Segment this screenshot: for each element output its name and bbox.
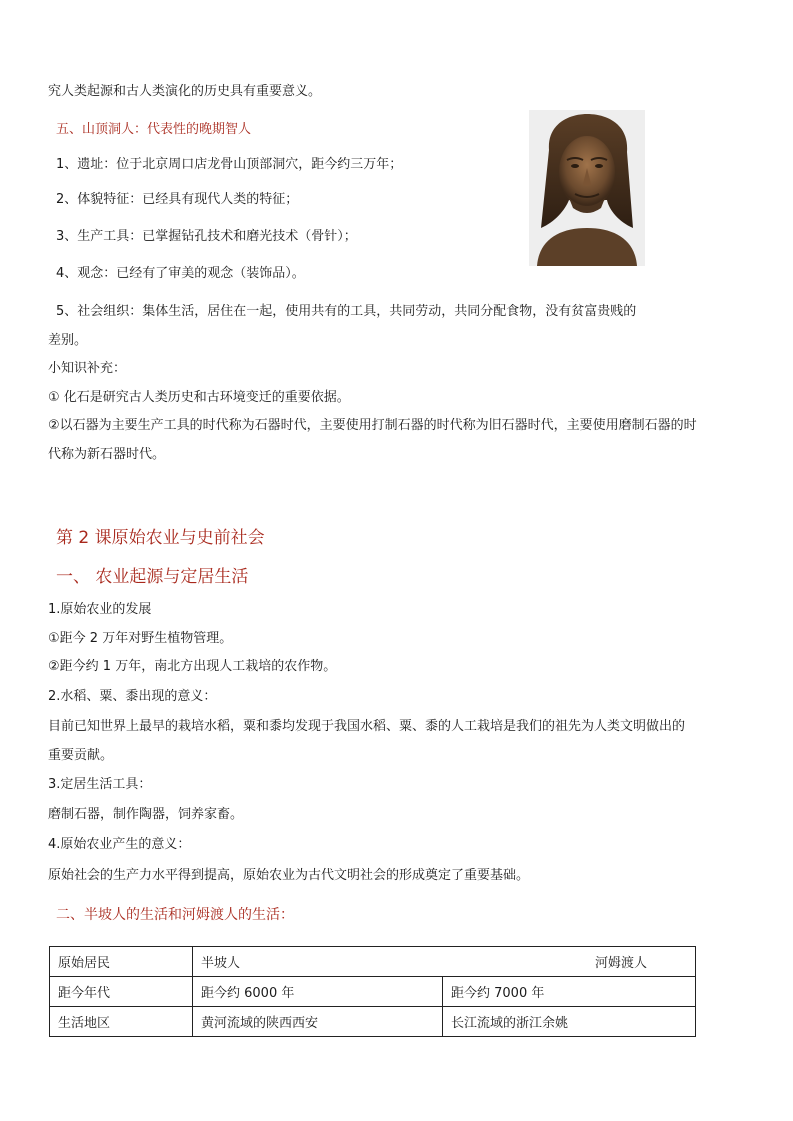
bust-image (529, 110, 645, 266)
supplement-point-2: ②以石器为主要生产工具的时代称为石器时代，主要使用打制石器的时代称为旧石器时代，主要使用磨制石器的时 (48, 418, 697, 433)
p2-text: 目前已知世界上最早的栽培水稻，粟和黍均发现于我国水稻、粟、黍的人工栽培是我们的祖先为人类文明做出的 (48, 719, 686, 734)
section5-item-3: 3、生产工具：已掌握钻孔技术和磨光技术（骨针）； (56, 229, 357, 244)
p4-title: 4.原始农业产生的意义： (48, 837, 191, 852)
lesson2-section1-title: 一、 农业起源与定居生活 (56, 567, 249, 587)
table-header-banpo: 半坡人 (201, 956, 241, 971)
section5-item-5-cont: 差别。 (48, 333, 88, 348)
section5-item-4: 4、观念：已经有了审美的观念（装饰品）。 (56, 266, 305, 281)
intro-line: 究人类起源和古人类演化的历史具有重要意义。 (48, 84, 322, 99)
supplement-point-1: ① 化石是研究古人类历史和古环境变迁的重要依据。 (48, 390, 350, 405)
table-header-cell: 原始居民 (50, 947, 193, 977)
table-cell: 黄河流域的陕西西安 (193, 1007, 443, 1037)
p2-text-cont: 重要贡献。 (48, 748, 114, 763)
supplement-point-2-cont: 代称为新石器时代。 (48, 447, 166, 462)
table-cell: 距今年代 (50, 977, 193, 1007)
lesson2-title: 第 2 课原始农业与史前社会 (56, 528, 265, 548)
section5-item-2: 2、体貌特征：已经具有现代人类的特征； (56, 192, 299, 207)
upper-cave-man-bust-photo (529, 110, 645, 266)
table-row (50, 977, 696, 1007)
section5-item-5: 5、社会组织：集体生活，居住在一起，使用共有的工具，共同劳动，共同分配食物，没有贫富贵贱的 (56, 304, 637, 319)
p1-title: 1.原始农业的发展 (48, 602, 152, 617)
table-header-row (50, 947, 696, 977)
table-cell: 距今约 6000 年 (193, 977, 443, 1007)
p1-item-a: ①距今 2 万年对野生植物管理。 (48, 631, 233, 646)
table-cell: 生活地区 (50, 1007, 193, 1037)
p3-title: 3.定居生活工具： (48, 777, 152, 792)
p3-text: 磨制石器，制作陶器，饲养家畜。 (48, 807, 244, 822)
p4-text: 原始社会的生产力水平得到提高，原始农业为古代文明社会的形成奠定了重要基础。 (48, 868, 530, 883)
table-cell: 长江流域的浙江余姚 (443, 1007, 696, 1037)
comparison-table (49, 946, 696, 1037)
supplement-title: 小知识补充： (48, 361, 127, 376)
table-cell: 距今约 7000 年 (443, 977, 696, 1007)
table-header-merged-cell (193, 947, 696, 977)
table-header-hemudu: 河姆渡人 (594, 956, 647, 971)
section5-heading: 五、山顶洞人：代表性的晚期智人 (56, 122, 252, 137)
section5-item-1: 1、遗址：位于北京周口店龙骨山顶部洞穴，距今约三万年； (56, 157, 403, 172)
p2-title: 2.水稻、粟、黍出现的意义： (48, 689, 217, 704)
table-row (50, 1007, 696, 1037)
lesson2-section2-title: 二、半坡人的生活和河姆渡人的生活： (56, 907, 294, 923)
p1-item-b: ②距今约 1 万年，南北方出现人工栽培的农作物。 (48, 659, 337, 674)
